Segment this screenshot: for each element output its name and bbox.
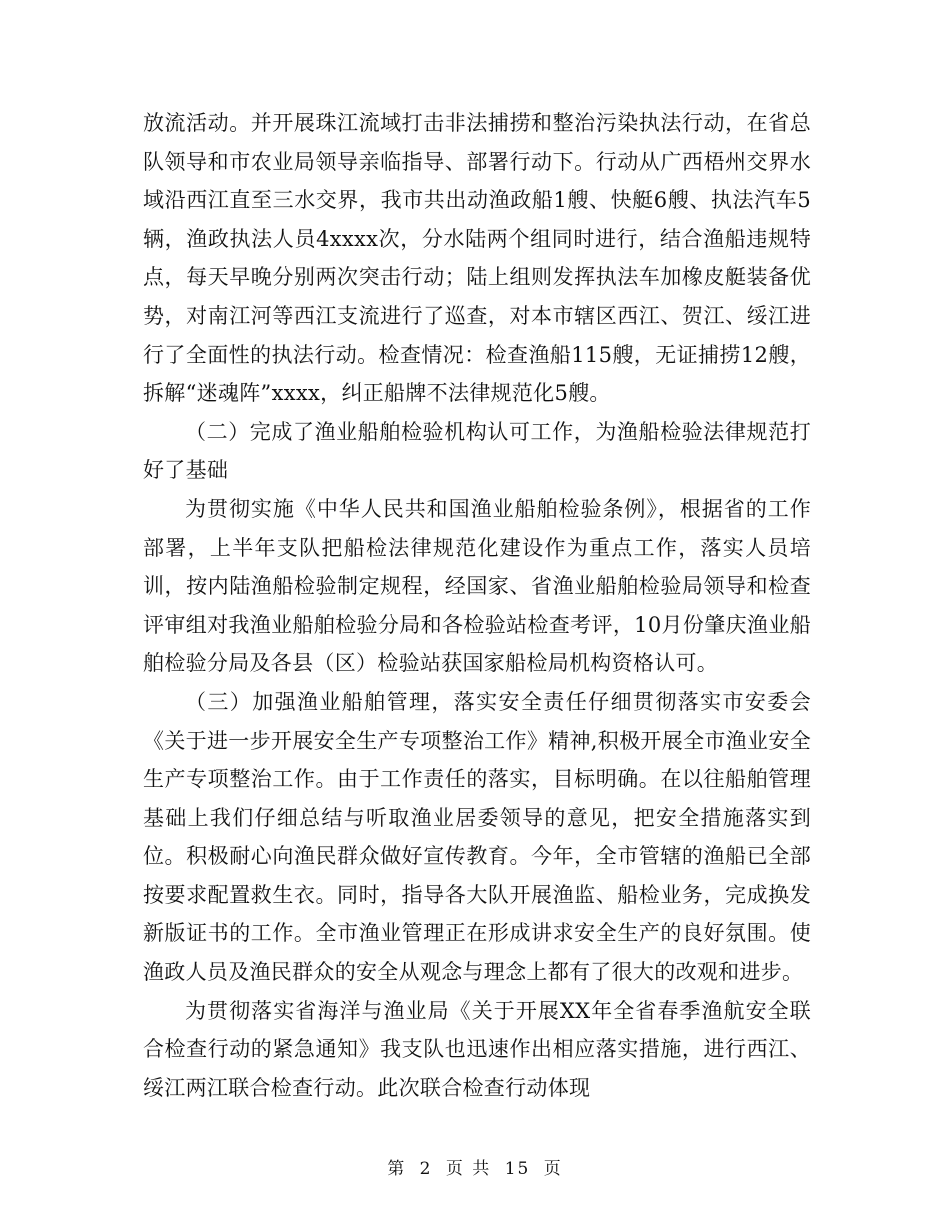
section-heading-2: （二）完成了渔业船舶检验机构认可工作，为渔船检验法律规范打好了基础 bbox=[143, 419, 811, 483]
footer-middle: 页 共 bbox=[445, 1159, 492, 1179]
total-pages-number: 15 bbox=[504, 1159, 531, 1179]
document-body bbox=[143, 104, 811, 1107]
section-heading-3: （三）加强渔业船舶管理，落实安全责任仔细贯彻落实市安委会《关于进一步开展安全生产专项整治工作》精神,积极开展全市渔业安全生产专项整治工作。由于工作责任的落实，目标明确。在以往船舶管理基础上我们仔细总结与听取渔业居委领导的意见，把安全措施落实到位。积极耐心向渔民群众做好宣传教育。今年，全市管辖的渔船已全部按要求配置救生衣。同时，指导各大队开展渔监、船检业务，完成换发新版证书的工作。全市渔业管理正在形成讲求安全生产的良好氛围。使渔政人员及渔民群众的安全从观念与理念上都有了很大的改观和进步。 bbox=[143, 689, 811, 985]
current-page-number: 2 bbox=[419, 1159, 433, 1179]
paragraph-1: 放流活动。并开展珠江流域打击非法捕捞和整治污染执法行动，在省总队领导和市农业局领导亲临指导、部署行动下。行动从广西梧州交界水域沿西江直至三水交界，我市共出动渔政船1艘、快艇6艘、执法汽车5辆，渔政执法人员4xxxx次，分水陆两个组同时进行，结合渔船违规特点，每天早晚分别两次突击行动；陆上组则发挥执法车加橡皮艇装备优势，对南江河等西江支流进行了巡查，对本市辖区西江、贺江、绥江进行了全面性的执法行动。检查情况：检查渔船115艘，无证捕捞12艘，拆解“迷魂阵”xxxx，纠正船牌不法律规范化5艘。 bbox=[143, 111, 811, 406]
footer-prefix: 第 bbox=[387, 1159, 407, 1179]
paragraph-5: 为贯彻落实省海洋与渔业局《关于开展XX年全省春季渔航安全联合检查行动的紧急通知》我支队也迅速作出相应落实措施，进行西江、绥江两江联合检查行动。此次联合检查行动体现 bbox=[143, 998, 811, 1100]
footer-suffix: 页 bbox=[543, 1159, 563, 1179]
paragraph-3: 为贯彻实施《中华人民共和国渔业船舶检验条例》，根据省的工作部署，上半年支队把船检法律规范化建设作为重点工作，落实人员培训，按内陆渔船检验制定规程，经国家、省渔业船舶检验局领导和检查评审组对我渔业船舶检验分局和各检验站检查考评，10月份肇庆渔业船舶检验分局及各县（区）检验站获国家船检局机构资格认可。 bbox=[143, 496, 811, 676]
page-footer bbox=[0, 1154, 950, 1179]
